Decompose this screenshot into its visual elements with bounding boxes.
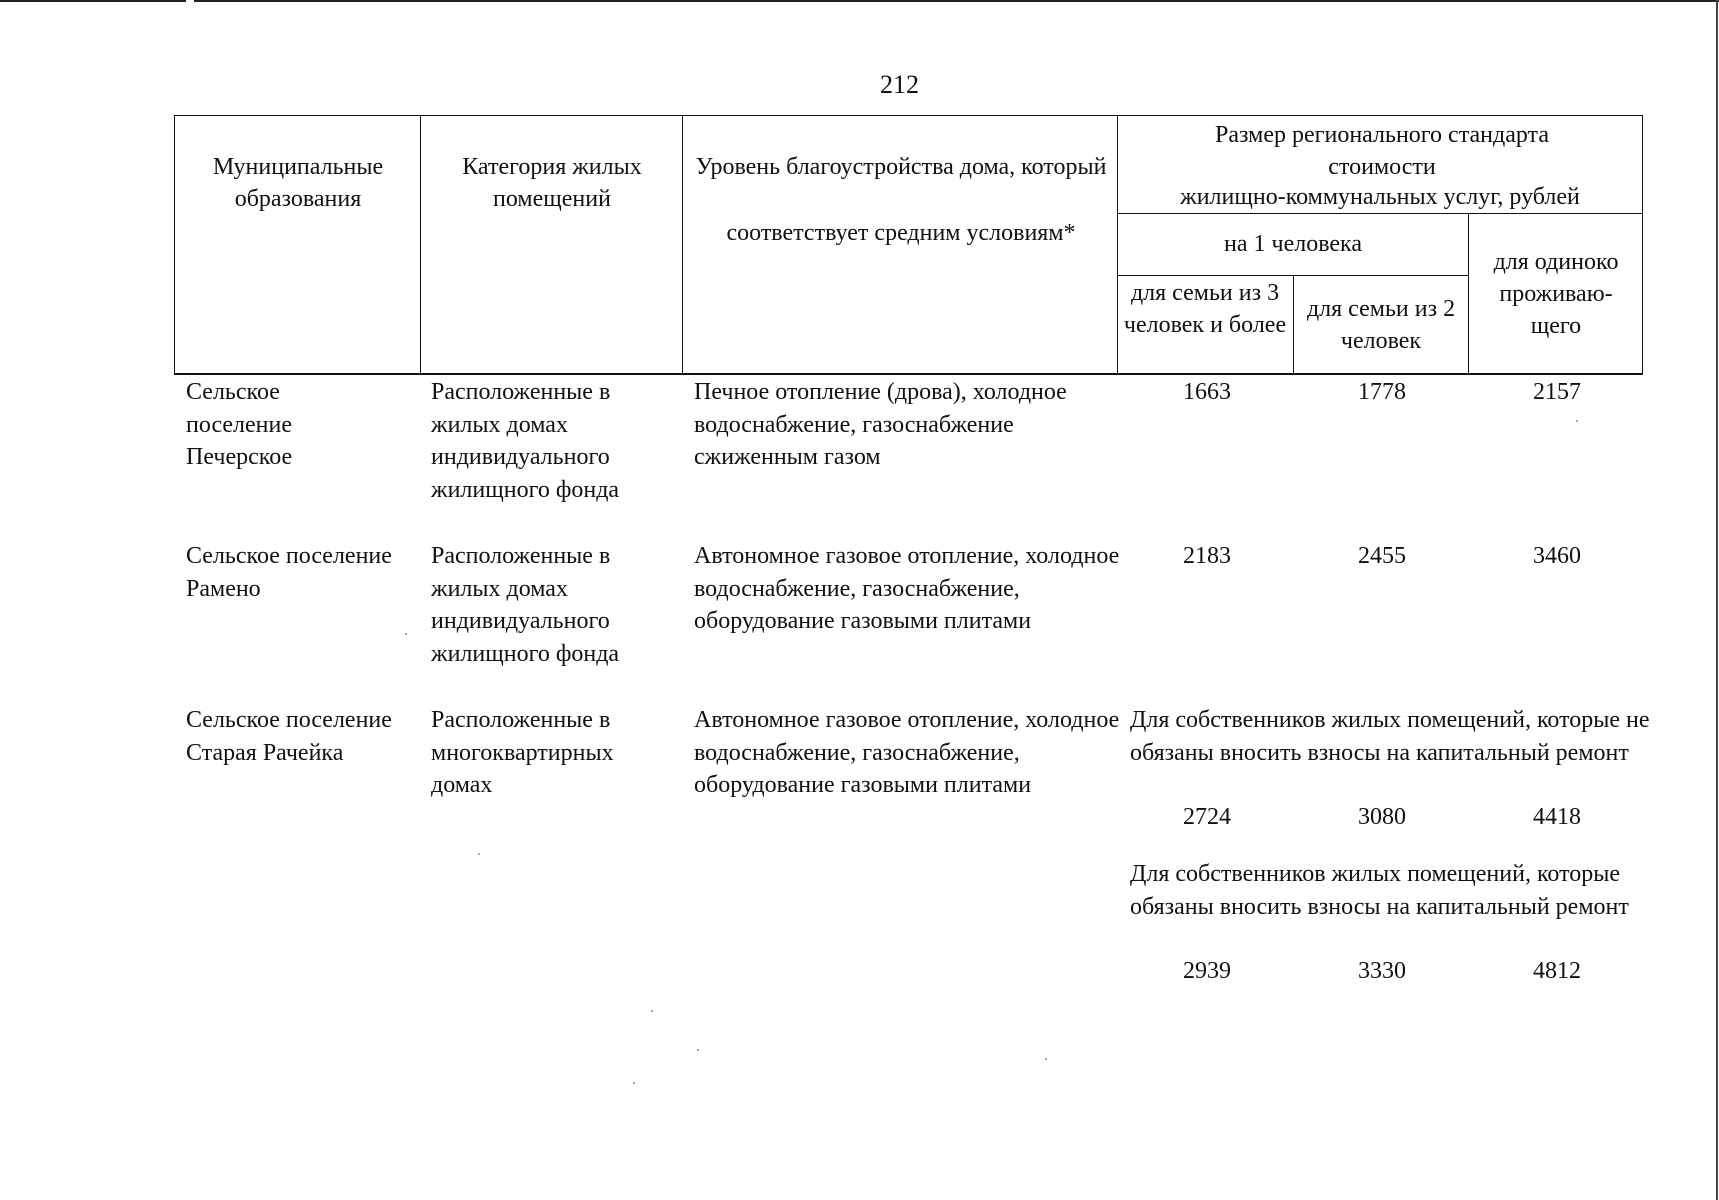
header-single: для одиноко проживаю-щего xyxy=(1493,249,1619,339)
scan-speck xyxy=(633,1082,635,1084)
row-3-municipality: Сельское поселение Старая Рачейка xyxy=(186,707,392,766)
row-2-category: Расположенные в жилых домах индивидуального жилищного фонда xyxy=(431,543,620,667)
scan-speck xyxy=(697,1049,699,1051)
header-family2: для семьи из 2 человек xyxy=(1306,296,1456,354)
header-size-2: жилищно-коммунальных услуг, рублей xyxy=(1180,184,1580,210)
scan-border-gap xyxy=(186,0,194,2)
row-2-value-family3: 2183 xyxy=(1183,543,1231,569)
header-category: Категория жилых помещений xyxy=(462,154,642,212)
scan-speck xyxy=(478,853,480,855)
row-2-municipality: Сельское поселение Рамено xyxy=(186,543,392,602)
row-1-value-family2: 1778 xyxy=(1358,379,1406,405)
row-1-value-family3: 1663 xyxy=(1183,379,1231,405)
row-3-group-2-family3: 2939 xyxy=(1183,958,1231,984)
row-3-group-1-note: Для собственников жилых помещений, которые не обязаны вносить взносы на капитальный ремонт xyxy=(1130,707,1650,766)
row-3-group-1-family2: 3080 xyxy=(1358,804,1406,830)
row-3-group-1-family3: 2724 xyxy=(1183,804,1231,830)
row-3-group-1-single: 4418 xyxy=(1533,804,1581,830)
scan-speck xyxy=(405,633,407,635)
scan-speck xyxy=(651,1010,653,1012)
table-header xyxy=(174,115,1643,375)
page-number: 212 xyxy=(880,70,919,99)
row-3-group-2-family2: 3330 xyxy=(1358,958,1406,984)
row-2-value-family2: 2455 xyxy=(1358,543,1406,569)
row-2-value-single: 3460 xyxy=(1533,543,1581,569)
header-family3: для семьи из 3 человек и более xyxy=(1123,280,1287,338)
row-3-level: Автономное газовое отопление, холодное водоснабжение, газоснабжение, оборудование газовыми плитами xyxy=(694,707,1120,798)
row-3-group-2-note: Для собственников жилых помещений, которые обязаны вносить взносы на капитальный ремонт xyxy=(1130,861,1629,920)
header-per-person: на 1 человека xyxy=(1224,231,1362,257)
row-2-level: Автономное газовое отопление, холодное водоснабжение, газоснабжение, оборудование газовыми плитами xyxy=(694,543,1120,634)
row-3-group-2-single: 4812 xyxy=(1533,958,1581,984)
scan-border-right xyxy=(1716,0,1718,1200)
row-1-municipality: Сельское поселение Печерское xyxy=(186,379,293,470)
scan-border-top xyxy=(0,0,1719,2)
row-1-category: Расположенные в жилых домах индивидуального жилищного фонда xyxy=(431,379,620,503)
row-1-value-single: 2157 xyxy=(1533,379,1581,405)
header-municipal: Муниципальные образования xyxy=(212,154,384,212)
row-1-level: Печное отопление (дрова), холодное водоснабжение, газоснабжение сжиженным газом xyxy=(694,379,1067,470)
header-level-2: соответствует средним условиям* xyxy=(726,220,1076,246)
header-level-1: Уровень благоустройства дома, который xyxy=(695,154,1107,180)
row-3-category: Расположенные в многоквартирных домах xyxy=(431,707,614,798)
scan-speck xyxy=(1045,1058,1047,1060)
header-size-1: Размер регионального стандарта стоимости xyxy=(1215,122,1549,180)
scan-speck xyxy=(1576,420,1578,422)
